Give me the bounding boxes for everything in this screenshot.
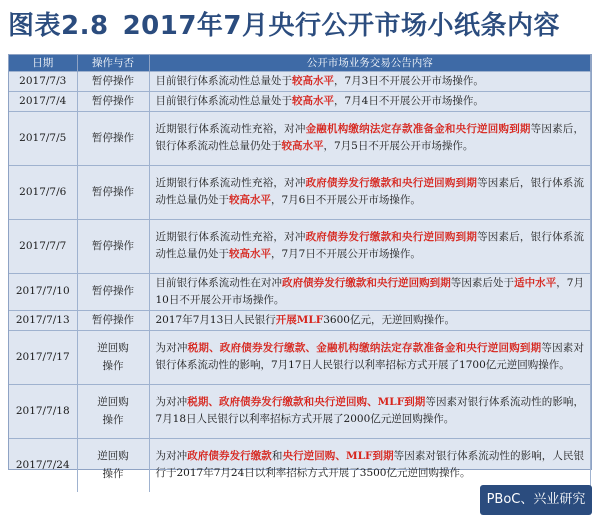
row-announcement [149,273,591,310]
row-date: 2017/7/7 [9,219,77,273]
announcement-text: ，7月6日不开展公开市场操作。 [271,194,421,206]
announcement-text: 目前银行体系流动性总量处于 [155,94,292,107]
row-operation [77,71,149,91]
highlighted-phrase: 政府债券发行缴款和央行逆回购到期 [282,276,451,289]
highlighted-phrase: 金融机构缴纳法定存款准备金和央行逆回购到期 [305,123,531,135]
row-operation [77,165,149,219]
highlighted-phrase: 较高水平 [292,74,334,87]
row-operation [77,438,149,492]
row-operation [77,310,149,330]
announcement-text: ，7月5日不开展公开市场操作。 [323,140,474,152]
announcement-text: ，7月4日不开展公开市场操作。 [334,94,484,107]
row-announcement [149,310,591,330]
row-announcement [149,384,591,438]
row-operation [77,273,149,310]
announcement-text: 目前银行体系流动性总量处于 [155,74,292,87]
header-operation: 操作与否 [77,55,149,71]
announcement-text: 目前银行体系流动性在对冲 [155,276,283,289]
table-row [9,91,591,111]
row-announcement [149,111,591,165]
highlighted-phrase: 适中水平 [514,276,557,289]
announcement-text: 2017年7月13日人民银行 [155,313,276,326]
highlighted-phrase: 税期、政府债券发行缴款、金融机构缴纳法定存款准备金和央行逆回购到期 [187,342,542,354]
announcement-text: 近期银行体系流动性充裕，对冲 [155,177,306,189]
row-date: 2017/7/5 [9,111,77,165]
table-row [9,384,591,438]
announcement-table-container [8,54,592,481]
announcement-text: 等因素后，银行体系流动性总量仍处于 [155,231,585,260]
row-date: 2017/7/24 [9,438,77,492]
row-announcement [149,219,591,273]
row-announcement [149,71,591,91]
highlighted-phrase: 较高水平 [229,194,271,206]
announcement-text: 和 [271,450,283,463]
announcement-text: 为对冲 [155,342,188,354]
highlighted-phrase: 税期、政府债券发行缴款和央行逆回购、MLF到期 [187,396,426,408]
source-badge: PBoC、兴业研究 [480,485,592,515]
table-header-row [9,55,591,71]
figure-title-text: 2017年7月央行公开市场小纸条内容 [122,11,561,41]
row-operation [77,111,149,165]
row-announcement [149,438,591,492]
announcement-text: 为对冲 [155,396,188,408]
highlighted-phrase: 政府债券发行缴款和央行逆回购到期 [305,177,478,189]
table-row [9,165,591,219]
table-row [9,310,591,330]
row-operation-label: 暂停操作 [92,285,134,297]
highlighted-phrase: 开展MLF [275,313,324,326]
highlighted-phrase: 政府债券发行缴款 [187,450,272,463]
row-operation [77,330,149,384]
row-date: 2017/7/10 [9,273,77,310]
table-row [9,219,591,273]
row-operation-label: 暂停操作 [92,131,134,144]
row-operation-label: 逆回购操作 [97,450,129,481]
row-operation [77,219,149,273]
row-announcement [149,165,591,219]
row-operation-label: 暂停操作 [92,94,134,107]
header-date: 日期 [9,55,77,71]
highlighted-phrase: 央行逆回购、MLF到期 [282,450,394,463]
row-operation-label: 暂停操作 [92,74,134,87]
table-row [9,330,591,384]
row-date: 2017/7/13 [9,310,77,330]
row-announcement [149,91,591,111]
announcement-text: 等因素后处于 [450,276,515,289]
header-announcement: 公开市场业务交易公告内容 [149,55,591,71]
row-operation-label: 逆回购操作 [97,342,129,372]
announcement-text: ，7月7日不开展公开市场操作。 [271,248,421,260]
highlighted-phrase: 较高水平 [281,140,324,152]
announcement-text: ，7月3日不开展公开市场操作。 [334,74,484,87]
announcement-text: 等因素对银行体系流动性的影响，7月18日人民银行以利率招标方式开展了2000亿元逆回购操作。 [155,396,585,425]
table-row [9,438,591,492]
announcement-text: 等因素对银行体系流动性的影响，7月17日人民银行以利率招标方式开展了1700亿元逆回购操作。 [155,342,585,371]
table-row [9,111,591,165]
highlighted-phrase: 政府债券发行缴款和央行逆回购到期 [305,231,478,243]
table-row [9,273,591,310]
announcement-text: 3600亿元，无逆回购操作。 [323,313,455,326]
announcement-text: 等因素对银行体系流动性的影响，人民银行于2017年7月24日以利率招标方式开展了3500亿元逆回购操作。 [155,450,585,480]
row-date: 2017/7/18 [9,384,77,438]
announcement-text: 近期银行体系流动性充裕，对冲 [155,123,306,135]
announcement-text: 等因素后，银行体系流动性总量仍处于 [155,123,585,152]
announcement-text: 等因素后，银行体系流动性总量仍处于 [155,177,585,206]
table-row [9,71,591,91]
highlighted-phrase: 较高水平 [292,94,334,107]
announcement-text: ，7月10日不开展公开市场操作。 [155,276,585,306]
announcement-table [9,55,591,492]
row-date: 2017/7/6 [9,165,77,219]
figure-title [8,4,592,48]
highlighted-phrase: 较高水平 [229,248,271,260]
row-date: 2017/7/17 [9,330,77,384]
announcement-text: 为对冲 [155,450,188,463]
row-operation [77,91,149,111]
row-operation-label: 暂停操作 [92,313,134,326]
row-operation-label: 逆回购操作 [97,396,129,426]
row-operation [77,384,149,438]
row-date: 2017/7/4 [9,91,77,111]
figure-number: 图表2.8 [8,11,109,41]
row-announcement [149,330,591,384]
row-operation-label: 暂停操作 [92,185,134,198]
row-date: 2017/7/3 [9,71,77,91]
row-operation-label: 暂停操作 [92,239,134,252]
announcement-text: 近期银行体系流动性充裕，对冲 [155,231,306,243]
